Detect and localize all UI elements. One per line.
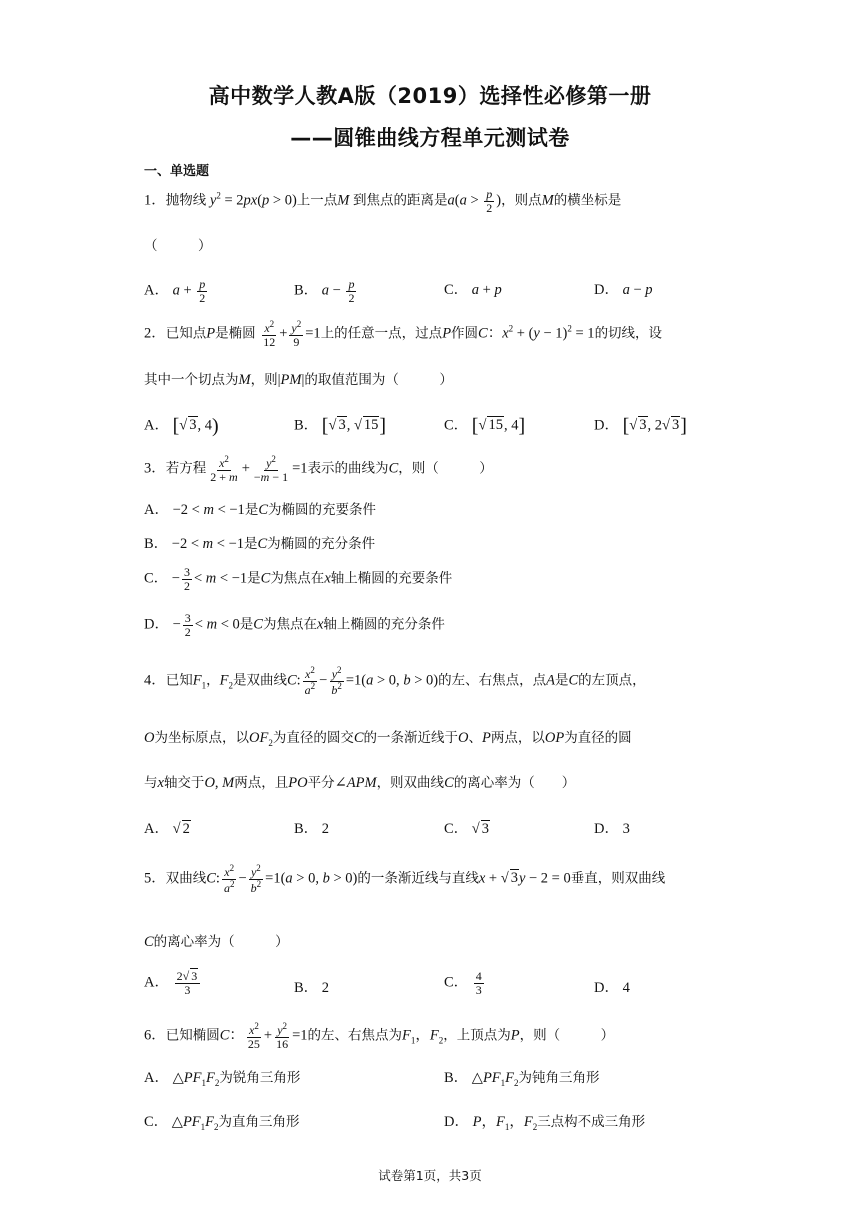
q2-option-c[interactable]: C． [√ 15, 4]	[444, 415, 526, 437]
question-5: 5．双曲线C: $\frac{x^2}{a^2}$ − $\frac{y^2}{b^2}$ =1(a > 0, b > 0)的一条渐近线与直线x + √ 3y − 2 = 0垂直，则双曲线	[144, 863, 666, 895]
q1-option-b[interactable]: B． a − $\frac{p}{2}$	[294, 277, 355, 305]
q2-option-d[interactable]: D． [√ 3, 2√ 3]	[594, 415, 687, 437]
page-footer: 试卷第1页，共3页	[378, 1168, 482, 1183]
question-2: 2．已知点P是椭圆 $\frac{x^2}{12}$ + $\frac{y^2}{9}$ =1上的任意一点，过点P作圆C：$x^2 + (y - 1)^2 = 1$的切线，设	[144, 319, 663, 349]
q3-option-a[interactable]: A． −2 < m < −1是C为椭圆的充要条件	[144, 502, 376, 518]
q4-option-c[interactable]: C． √ 3	[444, 821, 490, 837]
q4-option-b[interactable]: B． 2	[294, 821, 330, 837]
q6-option-d[interactable]: D． P，$F_1$，$F_2$三点构不成三角形	[444, 1114, 646, 1132]
q6-option-b[interactable]: B． $\triangle PF_1F_2$为钝角三角形	[444, 1070, 600, 1088]
q1-option-a[interactable]: A． a + $\frac{p}{2}$	[144, 277, 206, 305]
question-2-cont: 其中一个切点为M，则|PM|的取值范围为（ ）	[144, 372, 453, 388]
q5-option-c[interactable]: C． $\frac{4}{3}$	[444, 969, 482, 997]
q6-option-c[interactable]: C． $\triangle PF_1F_2$为直角三角形	[144, 1114, 300, 1132]
q5-option-a[interactable]: A． $\frac{2√ 3}{3}$	[144, 970, 202, 996]
question-1: 1．抛物线 $y^2 = 2px(p > 0)$上一点M 到焦点的距离是a(a > $\frac{p}{2}$ )，则点M的横坐标是	[144, 187, 622, 215]
question-5-cont: C的离心率为（ ）	[144, 934, 289, 950]
q2-option-b[interactable]: B． [√ 3, √ 15]	[294, 415, 387, 437]
document-subtitle: ——圆锥曲线方程单元测试卷	[290, 126, 570, 150]
q3-option-c[interactable]: C． − $\frac{3}{2}$ < m < −1是C为焦点在x轴上椭圆的充要条件	[144, 565, 453, 593]
section-heading: 一、单选题	[144, 164, 210, 179]
document-title: 高中数学人教A版（2019）选择性必修第一册	[208, 84, 652, 108]
q3-option-d[interactable]: D． − $\frac{3}{2}$ < m < 0是C为焦点在x轴上椭圆的充分条件	[144, 611, 445, 639]
question-4-cont-2: 与x轴交于O, M两点，且PO平分∠APM，则双曲线C的离心率为（ ）	[144, 775, 576, 791]
question-1-paren: （ ）	[144, 238, 212, 254]
q5-option-b[interactable]: B． 2	[294, 980, 330, 996]
question-4: 4．已知$F_1$，$F_2$是双曲线C: $\frac{x^2}{a^2}$ − $\frac{y^2}{b^2}$ =1(a > 0, b > 0)的左、右焦点，点A是C的左顶点，	[144, 665, 646, 697]
q5-option-d[interactable]: D． 4	[594, 980, 630, 996]
q4-option-a[interactable]: A． √ 2	[144, 821, 190, 837]
q6-option-a[interactable]: A． $\triangle PF_1F_2$为锐角三角形	[144, 1070, 301, 1088]
question-6: 6．已知椭圆C： $\frac{x^2}{25}$ + $\frac{y^2}{16}$ =1的左、右焦点为$F_1$，$F_2$，上顶点为P，则（ ）	[144, 1021, 615, 1051]
q1-option-d[interactable]: D． a − p	[594, 282, 653, 298]
q4-option-d[interactable]: D． 3	[594, 821, 630, 837]
question-4-cont-1: O为坐标原点，以$OF_2$为直径的圆交C的一条渐近线于O、P两点，以OP为直径的圆	[144, 730, 632, 748]
q3-option-b[interactable]: B． −2 < m < −1是C为椭圆的充分条件	[144, 536, 376, 552]
q1-option-c[interactable]: C． a + p	[444, 282, 502, 298]
question-3: 3．若方程 $\frac{x^2}{2 + m}$ + $\frac{y^2}{-m - 1}$ =1表示的曲线为C，则（ ）	[144, 454, 493, 484]
q2-option-a[interactable]: A． [√ 3, 4)	[144, 415, 219, 437]
